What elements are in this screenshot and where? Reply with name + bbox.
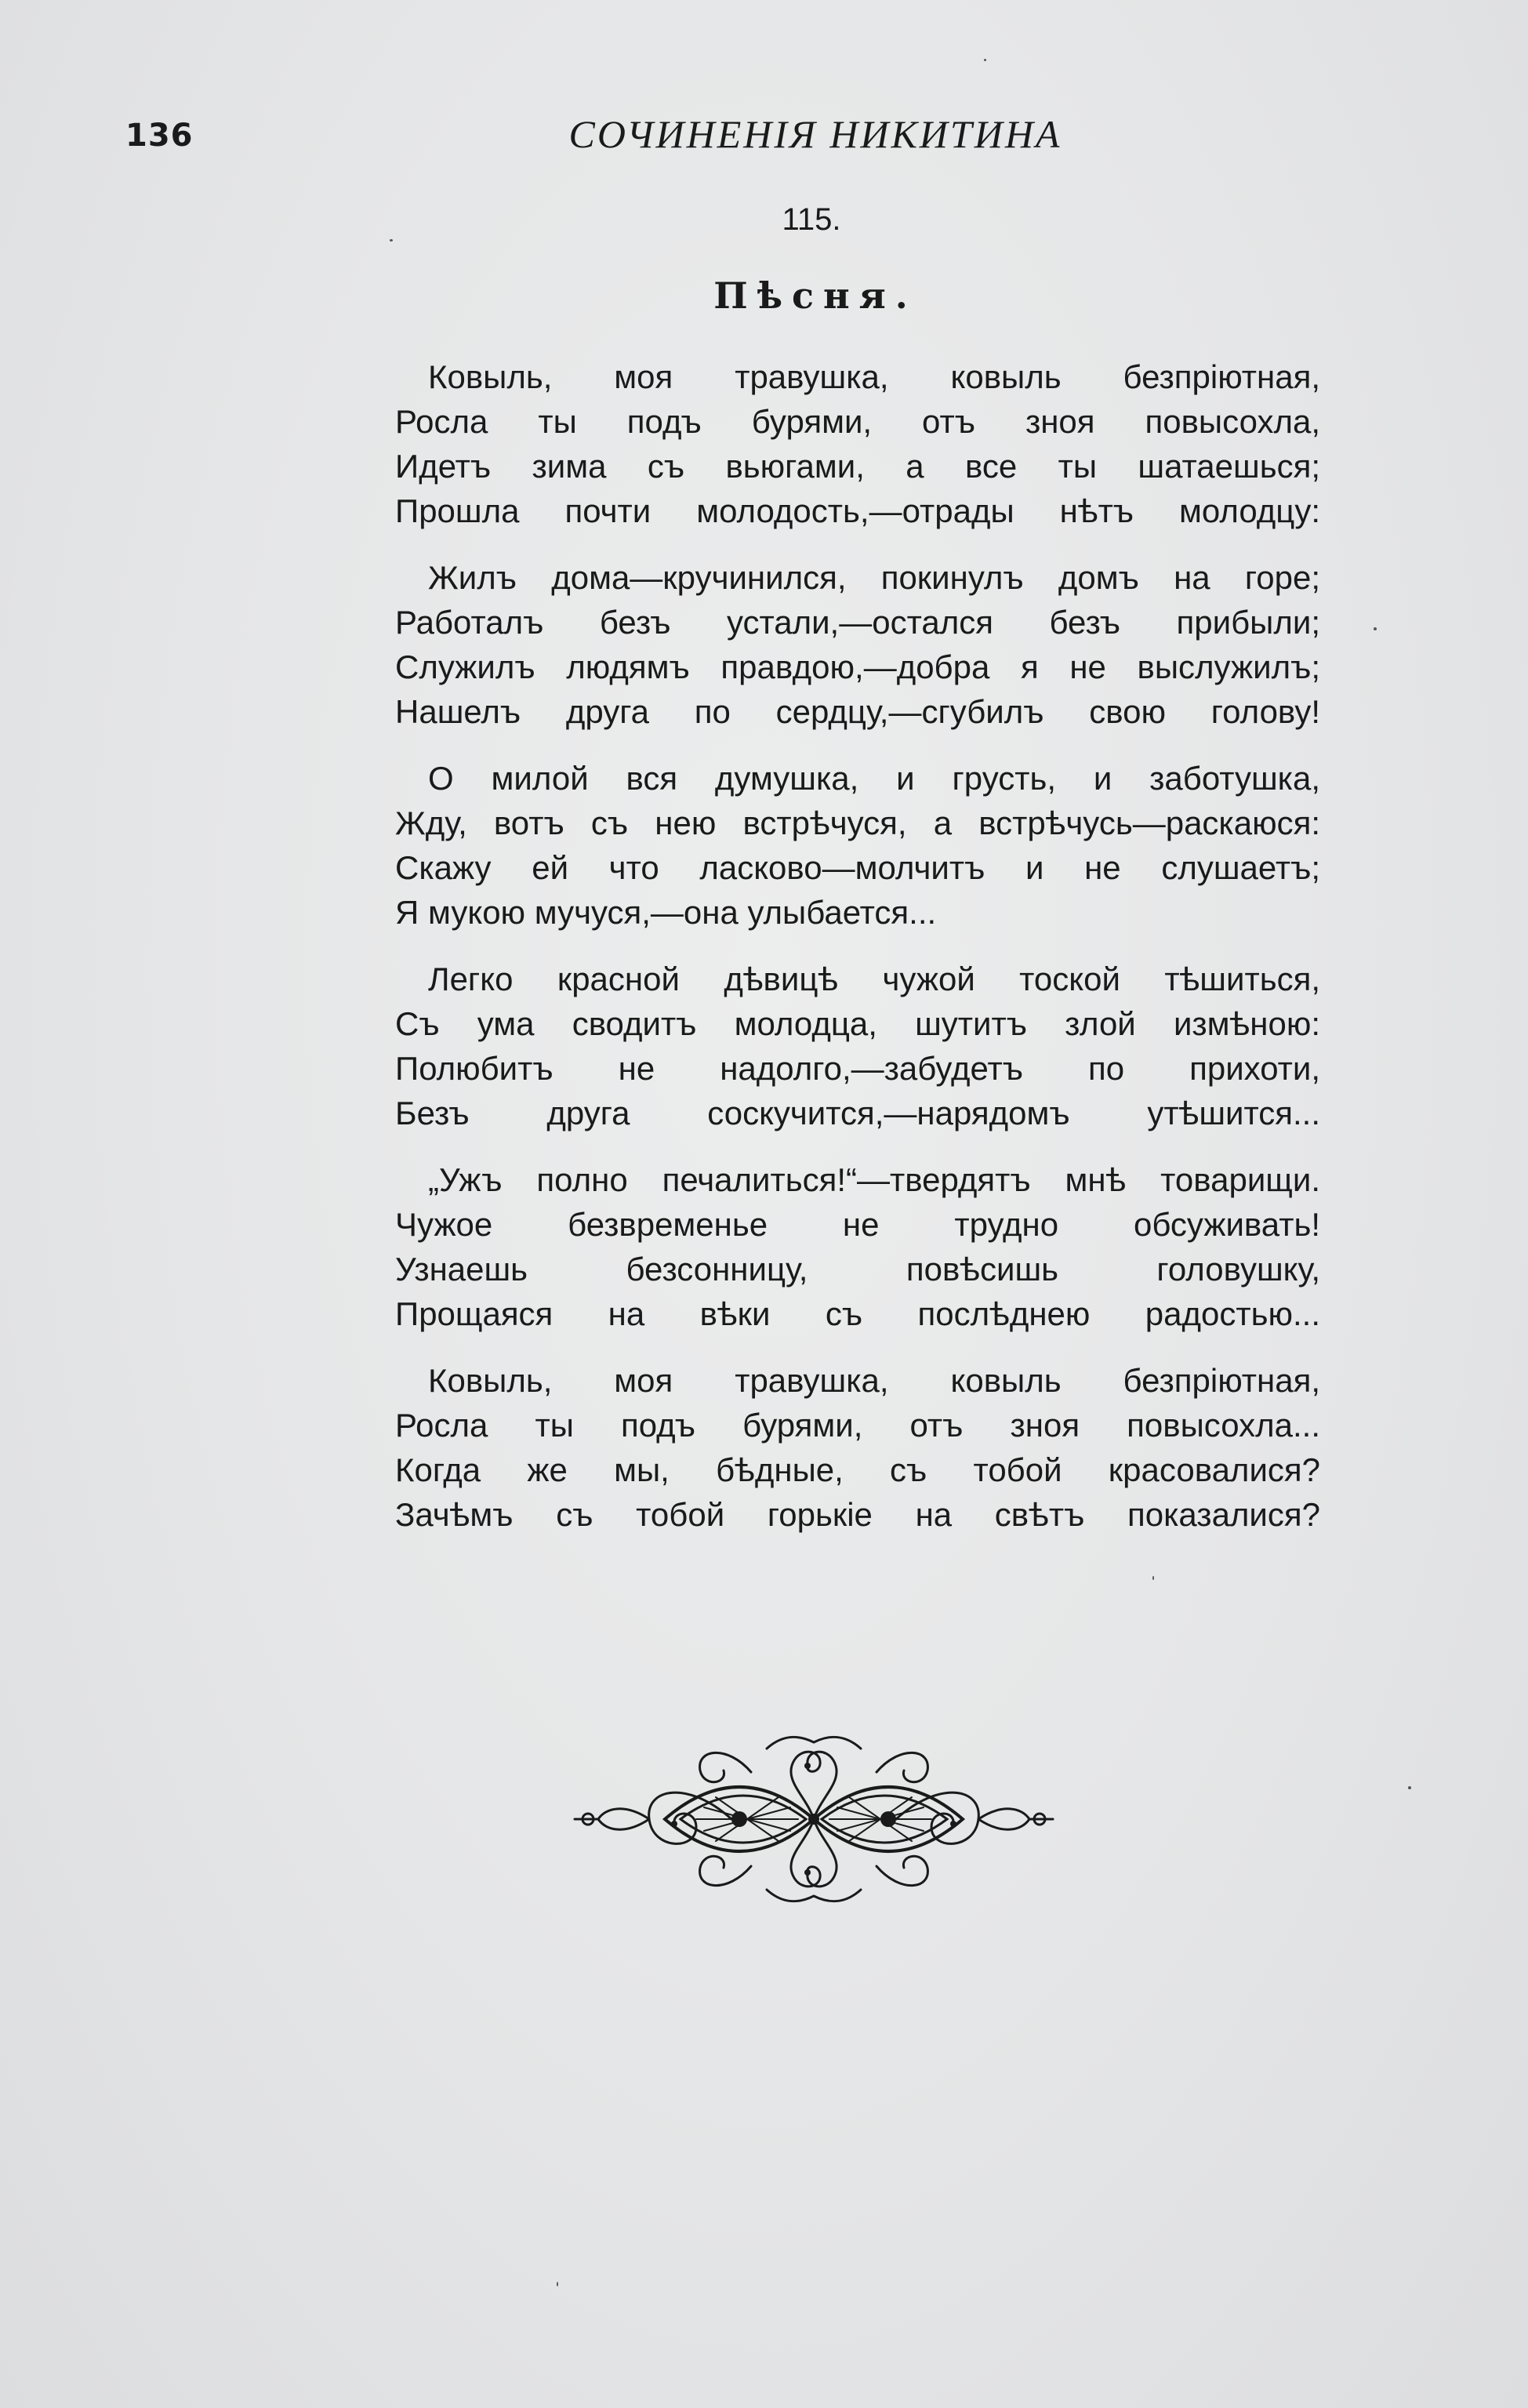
- poem-line: Полюбитъ не надолго,—забудетъ по прихоти,: [395, 1050, 1320, 1087]
- poem-line: Росла ты подъ бурями, отъ зноя повысохла,: [395, 403, 1320, 440]
- poem-body: [395, 354, 1320, 1559]
- poem-line: Легко красной дѣвицѣ чужой тоской тѣшиться,: [428, 961, 1320, 997]
- page-number: 136: [125, 118, 194, 154]
- poem-line: Росла ты подъ бурями, отъ зноя повысохла...: [395, 1407, 1320, 1444]
- stanza-4: [395, 957, 1320, 1135]
- poem-line: Нашелъ друга по сердцу,—сгубилъ свою голову!: [395, 693, 1320, 730]
- print-speck: [1408, 1786, 1411, 1789]
- stanza-2: [395, 555, 1320, 734]
- poem-line: Идетъ зима съ вьюгами, а все ты шатаешься;: [395, 448, 1320, 485]
- poem-line: Ковыль, моя травушка, ковыль безпріютная,: [428, 358, 1320, 395]
- poem-line: Скажу ей что ласково—молчитъ и не слушаетъ;: [395, 849, 1320, 886]
- print-speck: [557, 2282, 558, 2286]
- scrollwork-vignette-icon: [571, 1725, 1057, 1913]
- stanza-3: [395, 756, 1320, 935]
- poem-line: Зачѣмъ съ тобой горькіе на свѣтъ показалися?: [395, 1496, 1320, 1533]
- stanza-6: [395, 1358, 1320, 1537]
- stanza-1: [395, 354, 1320, 533]
- print-speck: [1374, 627, 1377, 630]
- poem-line: О милой вся думушка, и грусть, и заботушка,: [428, 760, 1320, 797]
- poem-line: Жду, вотъ съ нею встрѣчуся, а встрѣчусь—раскаюся:: [395, 804, 1320, 841]
- poem-line: Служилъ людямъ правдою,—добра я не выслужилъ;: [395, 648, 1320, 685]
- print-speck: [390, 239, 393, 242]
- poem-number: 115.: [782, 202, 841, 237]
- poem-line: Прошла почти молодость,—отрады нѣтъ молодцу:: [395, 492, 1320, 529]
- poem-line: „Ужъ полно печалиться!“—твердятъ мнѣ товарищи.: [428, 1161, 1320, 1198]
- poem-line: Безъ друга соскучится,—нарядомъ утѣшится...: [395, 1095, 1320, 1131]
- poem-line: Я мукою мучуся,—она улыбается...: [395, 894, 937, 931]
- running-head: СОЧИНЕНІЯ НИКИТИНА: [568, 112, 1062, 156]
- print-speck: [1152, 1576, 1154, 1580]
- poem-line: Жилъ дома—кручинился, покинулъ домъ на горе;: [428, 559, 1320, 596]
- poem-line: Съ ума сводитъ молодца, шутитъ злой измѣною:: [395, 1005, 1320, 1042]
- poem-line: Прощаяся на вѣки съ послѣднею радостью...: [395, 1295, 1320, 1332]
- poem-line: Узнаешь безсонницу, повѣсишь головушку,: [395, 1251, 1320, 1288]
- poem-line: Ковыль, моя травушка, ковыль безпріютная,: [428, 1362, 1320, 1399]
- stanza-5: [395, 1157, 1320, 1336]
- poem-line: Работалъ безъ устали,—остался безъ прибыли;: [395, 604, 1320, 641]
- print-speck: [984, 59, 986, 61]
- poem-title: Пѣсня.: [713, 274, 917, 317]
- poem-line: Когда же мы, бѣдные, съ тобой красовалися?: [395, 1451, 1320, 1488]
- poem-line: Чужое безвременье не трудно обсуживать!: [395, 1206, 1320, 1243]
